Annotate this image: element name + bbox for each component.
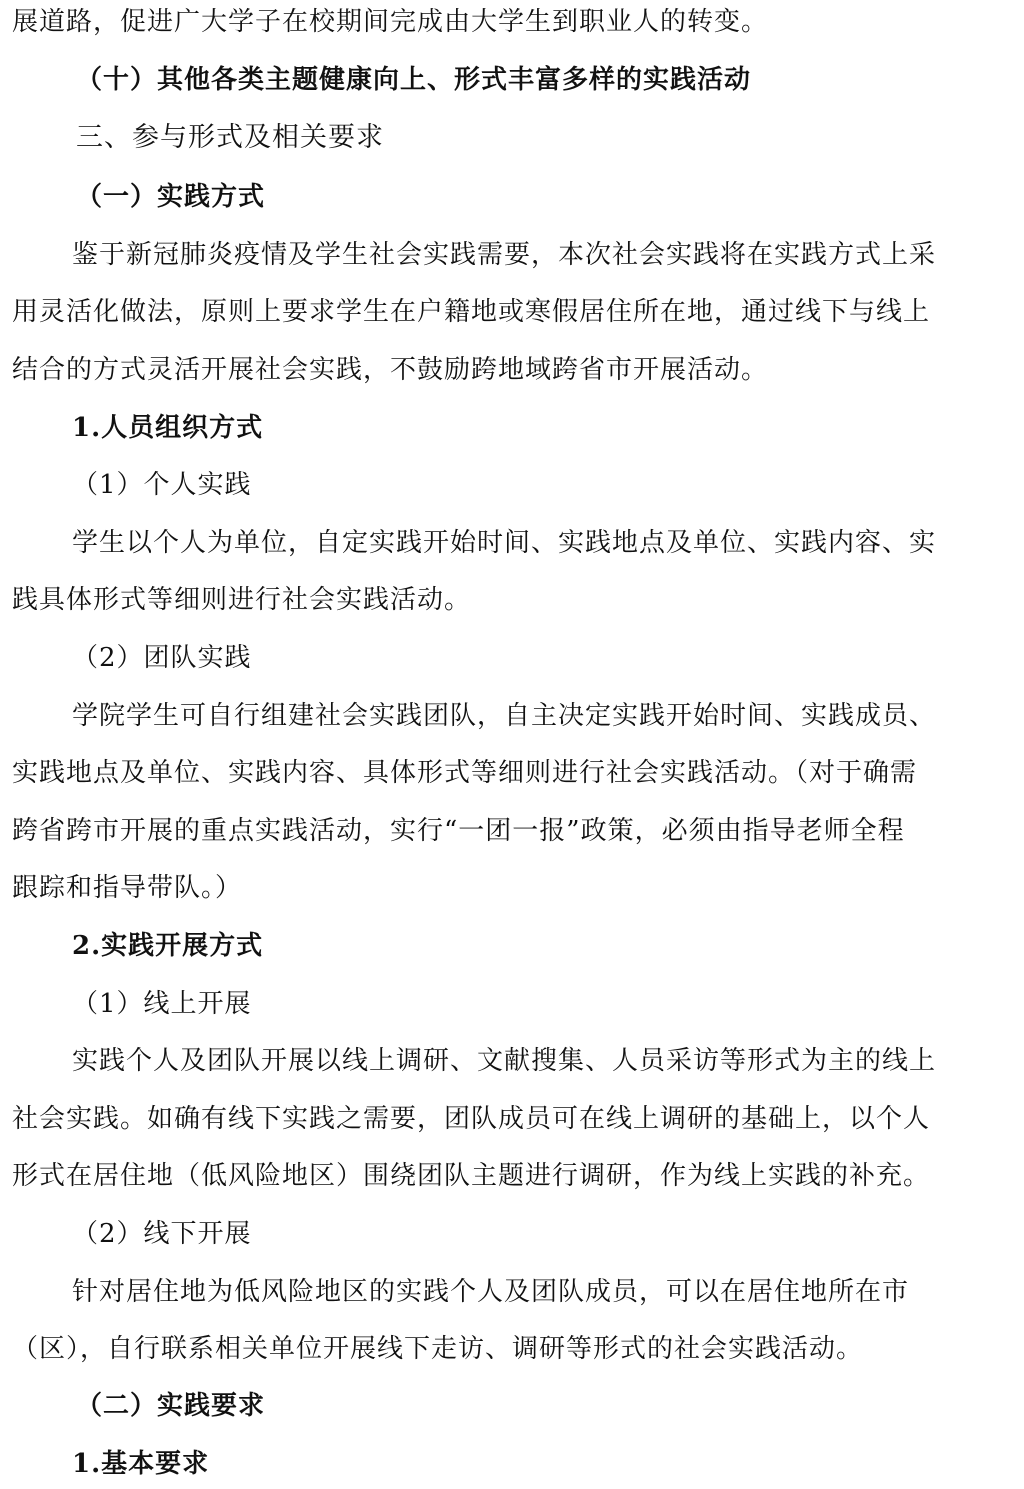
item-heading: （2）团队实践 <box>72 643 252 673</box>
paragraph-line: 学院学生可自行组建社会实践团队，自主决定实践开始时间、实践成员、 <box>72 701 937 731</box>
paragraph-line: 实践地点及单位、实践内容、具体形式等细则进行社会实践活动。（对于确需 <box>12 758 918 788</box>
section-heading: （十）其他各类主题健康向上、形式丰富多样的实践活动 <box>76 65 752 95</box>
chapter-heading: 三、参与形式及相关要求 <box>76 122 384 153</box>
paragraph-line: 展道路，促进广大学子在校期间完成由大学生到职业人的转变。 <box>12 7 769 37</box>
paragraph-line: 实践个人及团队开展以线上调研、文献搜集、人员采访等形式为主的线上 <box>72 1046 937 1076</box>
numbered-heading: 1.基本要求 <box>72 1449 210 1479</box>
item-heading: （1）个人实践 <box>72 470 252 500</box>
paragraph-line: 针对居住地为低风险地区的实践个人及团队成员，可以在居住地所在市 <box>72 1277 910 1307</box>
paragraph-line: （区），自行联系相关单位开展线下走访、调研等形式的社会实践活动。 <box>12 1334 864 1364</box>
numbered-heading: 1.人员组织方式 <box>72 413 264 443</box>
paragraph-line: 结合的方式灵活开展社会实践，不鼓励跨地域跨省市开展活动。 <box>12 355 769 385</box>
paragraph-line: 社会实践。如确有线下实践之需要，团队成员可在线上调研的基础上，以个人 <box>12 1104 931 1134</box>
paragraph-line: 用灵活化做法，原则上要求学生在户籍地或寒假居住所在地，通过线下与线上 <box>12 297 931 327</box>
paragraph-line: 鉴于新冠肺炎疫情及学生社会实践需要，本次社会实践将在实践方式上采 <box>72 240 937 270</box>
subsection-heading: （二）实践要求 <box>76 1391 266 1421</box>
paragraph-line: 跨省跨市开展的重点实践活动，实行“一团一报”政策，必须由指导老师全程 <box>12 816 905 846</box>
subsection-heading: （一）实践方式 <box>76 182 266 212</box>
paragraph-line: 学生以个人为单位，自定实践开始时间、实践地点及单位、实践内容、实 <box>72 528 937 558</box>
paragraph-line: 跟踪和指导带队。） <box>12 873 243 903</box>
paragraph-line: 形式在居住地（低风险地区）围绕团队主题进行调研，作为线上实践的补充。 <box>12 1161 931 1191</box>
paragraph-line: 践具体形式等细则进行社会实践活动。 <box>12 585 472 615</box>
item-heading: （2）线下开展 <box>72 1219 252 1249</box>
item-heading: （1）线上开展 <box>72 989 252 1019</box>
numbered-heading: 2.实践开展方式 <box>72 931 264 961</box>
